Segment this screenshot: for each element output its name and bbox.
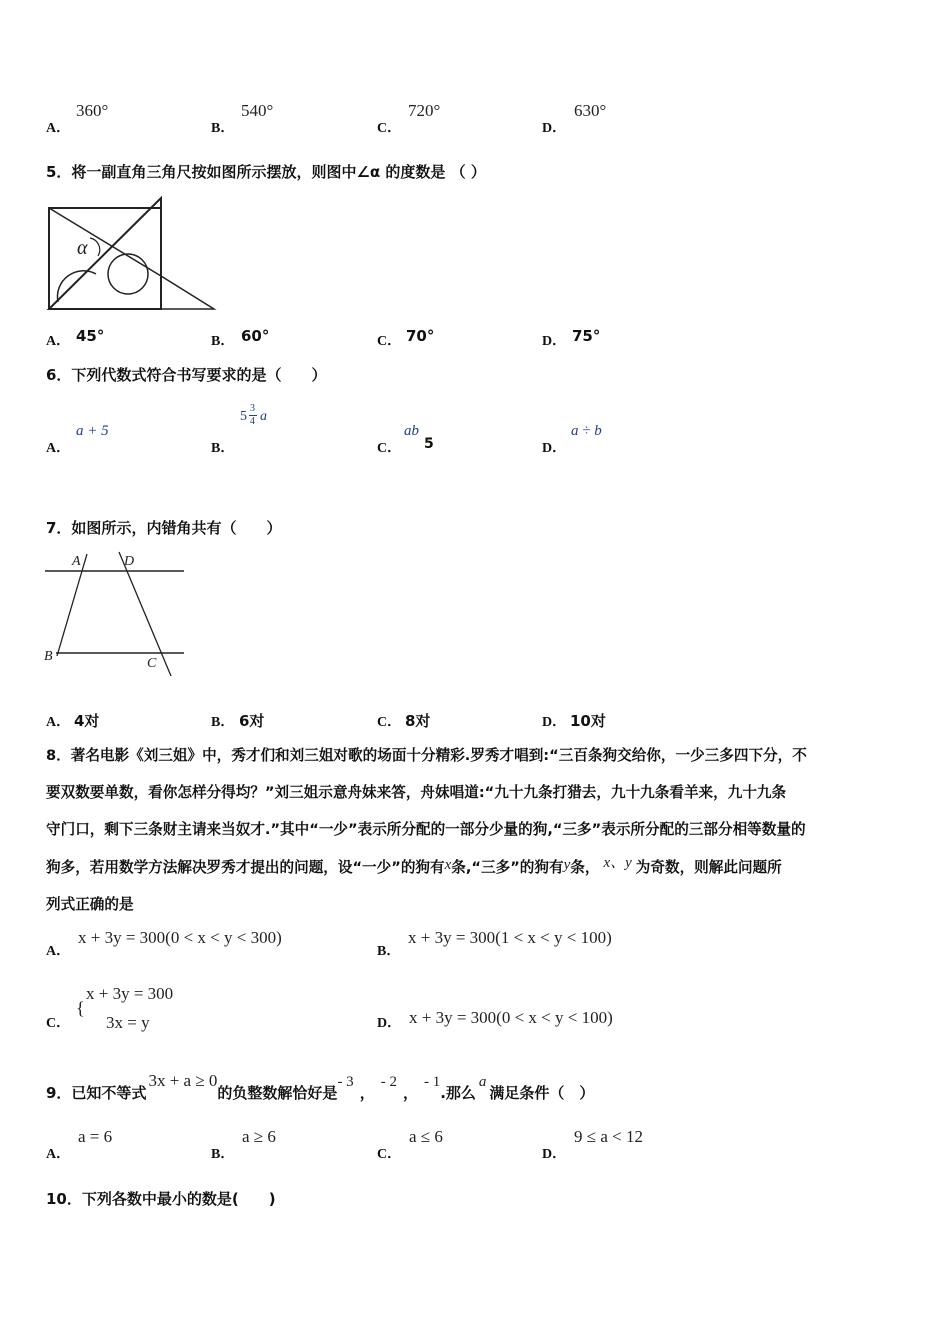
q9-option-c-label: C． [377, 1147, 402, 1162]
q9-inequality: 3x + a ≥ 0 [148, 1071, 218, 1090]
q5-option-a-label: A． [46, 334, 71, 349]
q8-option-c-brace: { [76, 998, 85, 1018]
q7-option-d-value: 10对 [570, 712, 606, 730]
q9-stem-b: 的负整数解恰好是 [217, 1084, 338, 1102]
q6-option-b-whole: 5 [240, 409, 247, 424]
q7-option-b-label: B． [211, 715, 235, 730]
q8-line-4c: 条， [570, 859, 600, 876]
q6-option-a-label: A． [46, 441, 71, 456]
q8-line-4 [46, 856, 782, 877]
q4-option-b-value: 540° [241, 101, 274, 120]
q5-hypotenuse [49, 208, 161, 276]
q7-option-d-label: D． [542, 715, 567, 730]
q6-option-b-denominator: 4 [250, 416, 255, 427]
q6-option-b-numerator: 3 [250, 403, 255, 414]
q6-option-a-value: a + 5 [76, 423, 109, 439]
q9-num-1: - 3 [337, 1074, 354, 1090]
q8-option-d-label: D． [377, 1016, 402, 1031]
q4-option-a-value: 360° [76, 101, 109, 120]
q9-option-c-value: a ≤ 6 [409, 1127, 443, 1146]
q4-option-b-label: B． [211, 121, 235, 136]
q5-triangle-a [49, 198, 161, 309]
q8-option-a-label: A． [46, 944, 71, 959]
q6-option-c-value: ab [404, 423, 419, 439]
q8-option-b-value: x + 3y = 300(1 < x < y < 100) [408, 928, 612, 947]
q8-option-d-value: x + 3y = 300(0 < x < y < 100) [409, 1008, 613, 1027]
q5-angle-arc [90, 238, 100, 256]
q7-option-a-label: A． [46, 715, 71, 730]
q5-option-a-value: 45° [76, 327, 105, 345]
q9-option-a-value: a = 6 [78, 1127, 113, 1146]
q7-option-a-value: 4对 [74, 712, 100, 730]
q9-num-2: - 2 [380, 1074, 397, 1090]
q8-line-3: 守门口，剩下三条财主请来当奴才.”其中“一少”表示所分配的一部分少量的狗,“三多”表示所分配的三部分相等数量的 [46, 821, 806, 838]
q8-vars-xy: x、y [603, 855, 632, 871]
q5-option-b-label: B． [211, 334, 235, 349]
q9-stem-d: 满足条件（ ） [489, 1084, 595, 1102]
q6-stem: 6．下列代数式符合书写要求的是（ ） [46, 366, 327, 384]
q9-option-d-value: 9 ≤ a < 12 [574, 1127, 643, 1146]
q9-sep-2: ， [402, 1084, 418, 1102]
q9-option-d-label: D． [542, 1147, 567, 1162]
q5-triangle-b [161, 276, 214, 309]
q7-line-ab [57, 554, 87, 656]
q6-option-c-label: C． [377, 441, 402, 456]
q8-option-c-eq1: x + 3y = 300 [86, 984, 174, 1003]
q8-option-b-label: B． [377, 944, 401, 959]
q8-line-4a: 狗多，若用数学方法解决罗秀才提出的问题，设“一少”的狗有 [46, 859, 445, 876]
q4-option-d-value: 630° [574, 101, 607, 120]
q5-option-c-value: 70° [406, 327, 435, 345]
q7-point-a: A [72, 554, 81, 569]
q5-option-d-label: D． [542, 334, 567, 349]
q9-option-b-label: B． [211, 1147, 235, 1162]
q7-option-c-value: 8对 [405, 712, 431, 730]
q9-stem-c: .那么 [440, 1084, 476, 1102]
q7-option-c-label: C． [377, 715, 402, 730]
q9-option-b-value: a ≥ 6 [242, 1127, 276, 1146]
q5-option-b-value: 60° [241, 327, 270, 345]
q8-option-a-value: x + 3y = 300(0 < x < y < 300) [78, 928, 282, 947]
q9-stem [46, 1070, 595, 1102]
q9-stem-a: 9．已知不等式 [46, 1084, 147, 1102]
q8-option-c-label: C． [46, 1016, 71, 1031]
q6-option-c-suffix: 5 [424, 436, 434, 452]
q4-option-c-value: 720° [408, 101, 441, 120]
q5-arc [57, 271, 96, 302]
q7-point-d: D [124, 554, 135, 569]
q8-var-x: x [444, 857, 452, 873]
q7-point-b: B [44, 649, 53, 664]
q8-line-4b: 条,“三多”的狗有 [451, 859, 564, 876]
q8-option-c-eq2: 3x = y [106, 1013, 150, 1032]
q5-option-d-value: 75° [572, 327, 601, 345]
q6-option-b-label: B． [211, 441, 235, 456]
q7-stem: 7．如图所示，内错角共有（ ） [46, 519, 282, 537]
q7-parallel-lines-figure [40, 548, 190, 680]
q4-option-d-label: D． [542, 121, 567, 136]
q8-line-4d: 为奇数，则解此问题所 [635, 859, 782, 876]
q8-line-5: 列式正确的是 [46, 896, 134, 913]
q5-circle [108, 254, 148, 294]
q5-triangle-figure [44, 194, 220, 314]
q5-alpha-label: α [77, 237, 88, 259]
q4-option-c-label: C． [377, 121, 402, 136]
q7-option-b-value: 6对 [239, 712, 265, 730]
q9-sep-1: ， [359, 1084, 375, 1102]
q5-stem: 5．将一副直角三角尺按如图所示摆放，则图中∠α 的度数是 （ ） [46, 163, 486, 181]
q8-line-2: 要双数要单数，看你怎样分得均？”刘三姐示意舟妹来答，舟妹唱道:“九十九条打猎去，九十九条看羊来，九十九条 [46, 784, 787, 801]
q6-option-b-var: a [260, 409, 267, 424]
q10-stem: 10．下列各数中最小的数是( ) [46, 1190, 276, 1208]
q5-option-c-label: C． [377, 334, 402, 349]
q5-square-triangle-outline [49, 208, 161, 309]
q6-option-d-value: a ÷ b [571, 423, 602, 439]
q4-option-a-label: A． [46, 121, 71, 136]
q9-var-a: a [478, 1074, 487, 1090]
q9-num-3: - 1 [423, 1074, 441, 1090]
q7-point-c: C [147, 656, 157, 671]
q8-var-y: y [563, 857, 571, 873]
q9-option-a-label: A． [46, 1147, 71, 1162]
q6-option-d-label: D． [542, 441, 567, 456]
q8-line-1: 8．著名电影《刘三姐》中，秀才们和刘三姐对歌的场面十分精彩.罗秀才唱到:“三百条狗交给你，一少三多四下分，不 [46, 747, 807, 764]
